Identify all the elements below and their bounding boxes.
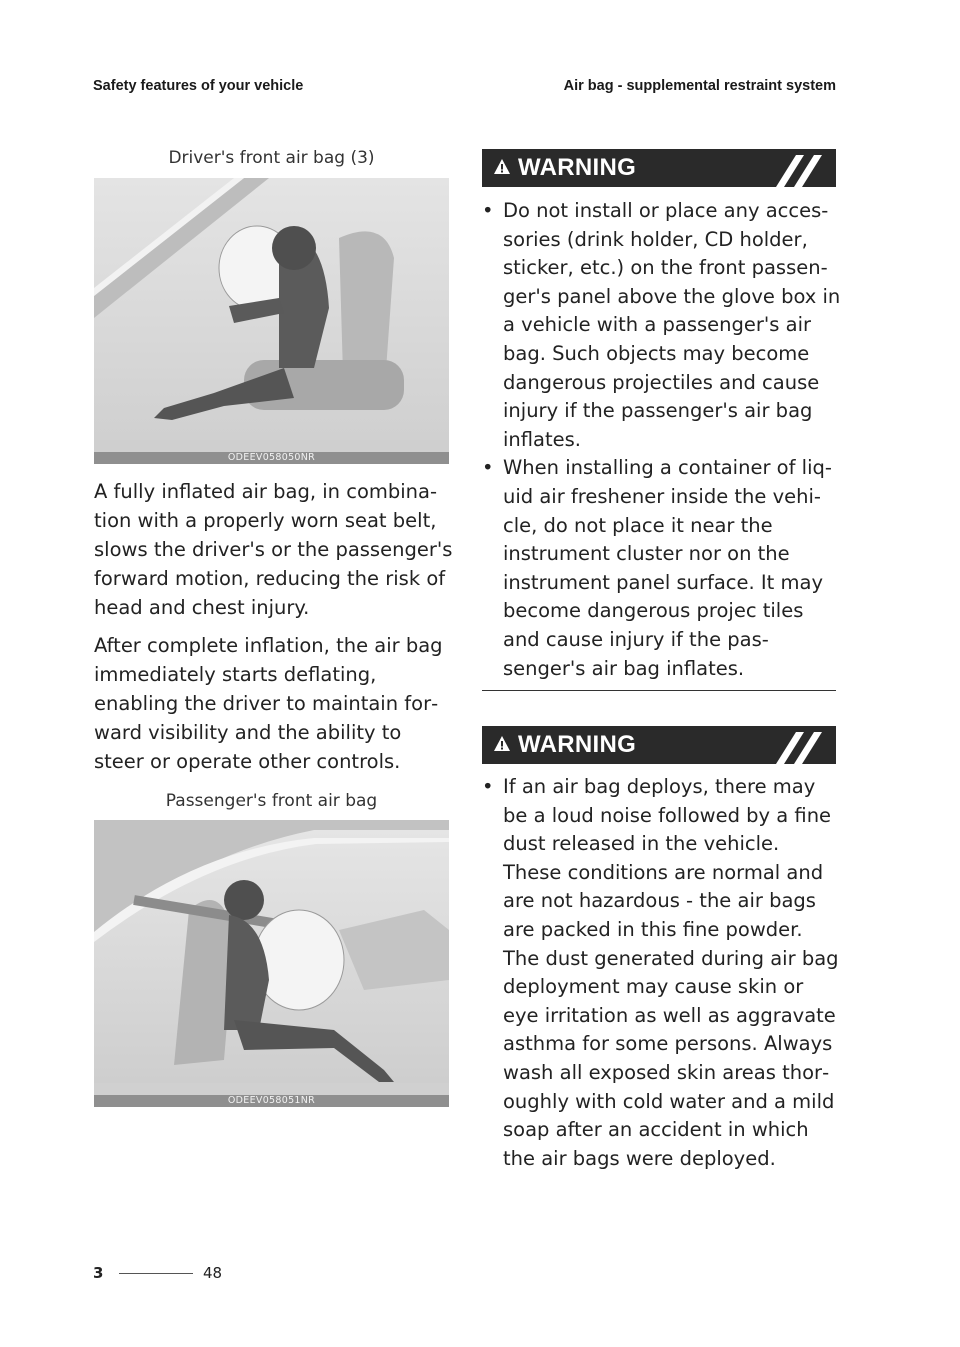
figure-code-passenger: ODEEV058051NR: [94, 1095, 449, 1107]
warning-header-2: [482, 726, 836, 764]
warning-triangle-icon: [493, 735, 511, 752]
body-paragraph-2: After complete inflation, the air bag immediately starts deflating, enabling the driver to maintain for ward visibility and the ability to steer or operate other controls.: [94, 634, 443, 773]
warning-item: • If an air bag deploys, there may be a loud noise followed by a fine dust released in the vehicle. These conditions are normal and are not hazardous - the air bags are packed in this fine powder. The dust generated during air bag deployment may cause skin or eye irritation as well as aggravate asthma for some persons. Always wash all exposed skin areas thor oughly with cold water and a mild soap after an accident in which the air bags were deployed.: [482, 775, 839, 1170]
warning-item-text: Do not install or place any acces sories (drink holder, CD holder, sticker, etc.) on the front passen ger's panel above the glove box in a vehicle with a passenger's air bag. Such objects may become dangerous projectiles and cause injury if the passenger's air bag inflates.: [503, 199, 841, 451]
footer-divider: [119, 1273, 193, 1274]
warning-item-text: When installing a container of liq uid air freshener inside the vehi cle, do not place it near the instrument cluster nor on the instrument panel surface. It may become dangerous projec tiles and cause injury if the pas senger's air bag inflates.: [503, 456, 832, 680]
diagonal-stripes-icon: [756, 726, 836, 764]
warning-header-1: [482, 149, 836, 187]
warning-divider: [482, 690, 836, 691]
body-paragraph-1: A fully inflated air bag, in combina tion with a properly worn seat belt, slows the driver's or the passenger's forward motion, reducing the risk of head and chest injury.: [94, 480, 453, 619]
warning-item: • When installing a container of liq uid air freshener inside the vehi cle, do not place it near the instrument cluster nor on the instrument panel surface. It may become dangerous projec tiles and cause injury if the pas senger's air bag inflates.: [482, 456, 832, 680]
figure-caption-driver: Driver's front air bag (3): [168, 148, 375, 168]
figure-caption-passenger: Passenger's front air bag: [165, 791, 378, 811]
chapter-number: 3: [93, 1264, 104, 1282]
warning-list-1: [482, 197, 842, 683]
warning-title-2: WARNING: [518, 731, 637, 758]
warning-item-text: If an air bag deploys, there may be a loud noise followed by a fine dust released in the vehicle. These conditions are normal and are not hazardous - the air bags are packed in this fine powder. The dust generated during air bag deployment may cause skin or eye irritation as well as aggravate asthma for some persons. Always wash all exposed skin areas thor oughly with cold water and a mild soap after an accident in which the air bags were deployed.: [503, 775, 839, 1170]
warning-item: • Do not install or place any acces sories (drink holder, CD holder, sticker, etc.) on the front passen ger's panel above the glove box in a vehicle with a passenger's air bag. Such objects may become dangerous projectiles and cause injury if the passenger's air bag inflates.: [482, 199, 841, 451]
warning-triangle-icon: [493, 158, 511, 175]
running-header-section: Safety features of your vehicle: [93, 78, 304, 94]
passenger-airbag-illustration: [94, 820, 449, 1095]
diagonal-stripes-icon: [756, 149, 836, 187]
figure-code-driver: ODEEV058050NR: [94, 452, 449, 464]
warning-list-2: [482, 773, 842, 1173]
page-number: 48: [203, 1264, 223, 1282]
running-header-topic: Air bag - supplemental restraint system: [563, 78, 836, 94]
warning-title-1: WARNING: [518, 154, 637, 181]
driver-airbag-illustration: [94, 178, 449, 452]
